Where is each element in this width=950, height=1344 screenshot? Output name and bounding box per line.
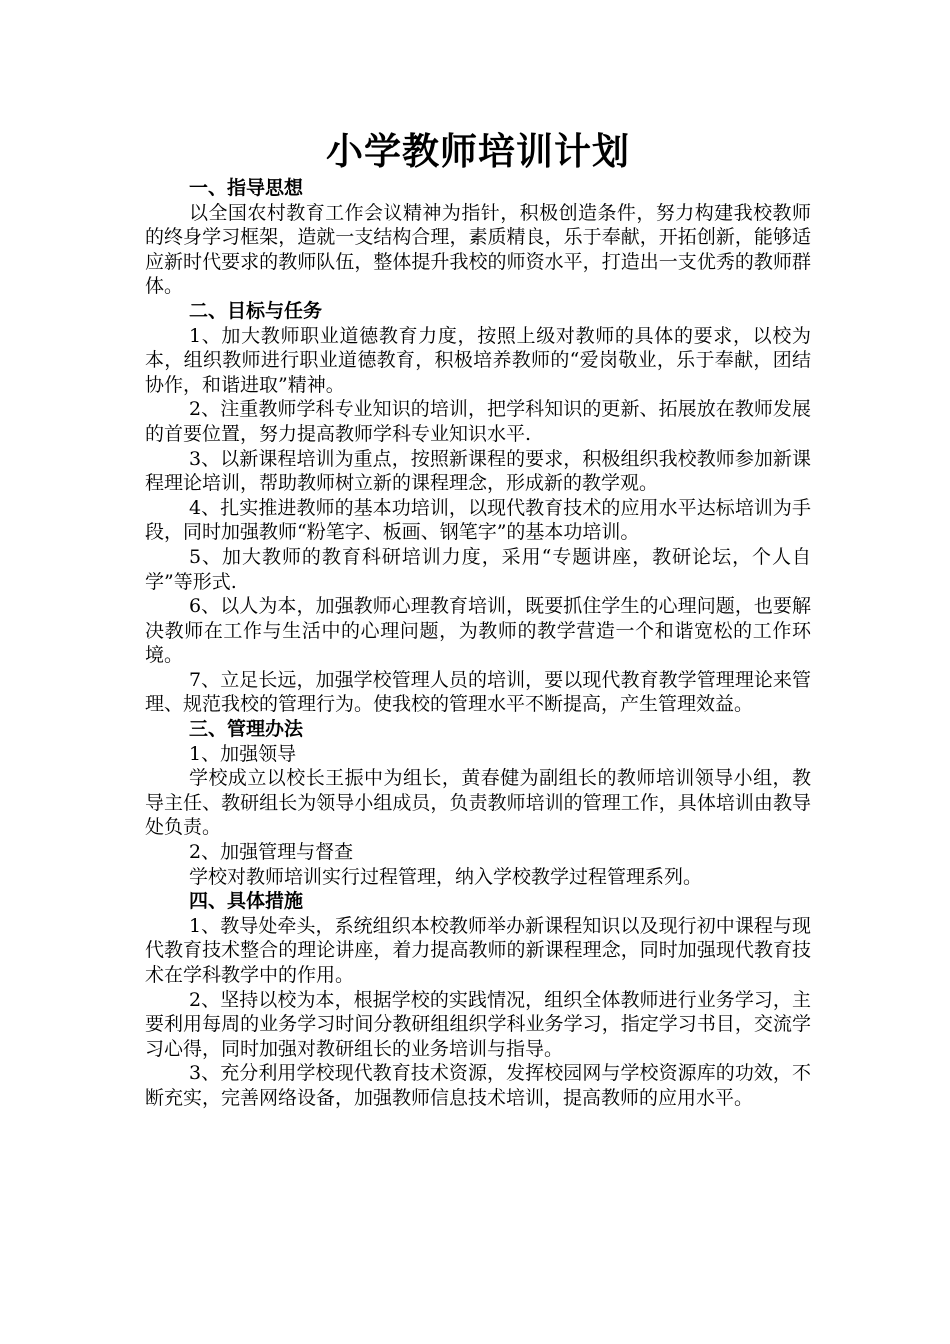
paragraph: 4、扎实推进教师的基本功培训，以现代教育技术的应用水平达标培训为手段，同时加强教师“粉笔字、板画、钢笔字”的基本功培训。: [145, 496, 811, 544]
section-heading-measures: 四、具体措施: [189, 890, 304, 913]
paragraph: 6、以人为本，加强教师心理教育培训，既要抓住学生的心理问题，也要解决教师在工作与生活中的心理问题，为教师的教学营造一个和谐宽松的工作环境。: [145, 595, 811, 667]
document-body: [145, 128, 811, 1111]
section-heading-management: 三、管理办法: [189, 718, 304, 741]
paragraph: 2、坚持以校为本，根据学校的实践情况，组织全体教师进行业务学习，主要利用每周的业务学习时间分教研组组织学科业务学习，指定学习书目，交流学习心得，同时加强对教研组长的业务培训与指导。: [145, 988, 811, 1060]
paragraph: 学校对教师培训实行过程管理，纳入学校教学过程管理系列。: [189, 865, 703, 888]
document-title: 小学教师培训计划: [326, 129, 630, 173]
paragraph: 1、教导处牵头，系统组织本校教师举办新课程知识以及现行初中课程与现代教育技术整合的理论讲座，着力提高教师的新课程理念，同时加强现代教育技术在学科教学中的作用。: [145, 914, 811, 986]
paragraph: 学校成立以校长王振中为组长，黄春健为副组长的教师培训领导小组，教导主任、教研组长为领导小组成员，负责教师培训的管理工作，具体培训由教导处负责。: [145, 767, 811, 839]
section-heading-goals-tasks: 二、目标与任务: [189, 299, 323, 322]
paragraph: 5、加大教师的教育科研培训力度，采用“专题讲座，教研论坛，个人自学”等形式.: [145, 545, 811, 593]
paragraph: 3、以新课程培训为重点，按照新课程的要求，积极组织我校教师参加新课程理论培训，帮助教师树立新的课程理念，形成新的教学观。: [145, 447, 811, 495]
paragraph: 7、立足长远，加强学校管理人员的培训，要以现代教育教学管理理论来管理、规范我校的管理行为。使我校的管理水平不断提高，产生管理效益。: [145, 668, 811, 716]
paragraph: 3、充分利用学校现代教育技术资源，发挥校园网与学校资源库的功效，不断充实，完善网络设备，加强教师信息技术培训，提高教师的应用水平。: [145, 1062, 811, 1109]
paragraph: 1、加强领导: [189, 742, 297, 765]
paragraph: 2、加强管理与督查: [189, 841, 354, 864]
paragraph: 1、加大教师职业道德教育力度，按照上级对教师的具体的要求，以校为本，组织教师进行职业道德教育，积极培养教师的“爱岗敬业，乐于奉献，团结协作，和谐进取”精神。: [145, 324, 811, 396]
paragraph: 2、注重教师学科专业知识的培训，把学科知识的更新、拓展放在教师发展的首要位置，努力提高教师学科专业知识水平.: [145, 398, 811, 445]
paragraph: 以全国农村教育工作会议精神为指针，积极创造条件，努力构建我校教师的终身学习框架，造就一支结构合理，素质精良，乐于奉献，开拓创新，能够适应新时代要求的教师队伍，整体提升我校的师资水平，打造出一支优秀的教师群体。: [145, 201, 811, 298]
section-heading-guiding-ideology: 一、指导思想: [189, 177, 304, 199]
